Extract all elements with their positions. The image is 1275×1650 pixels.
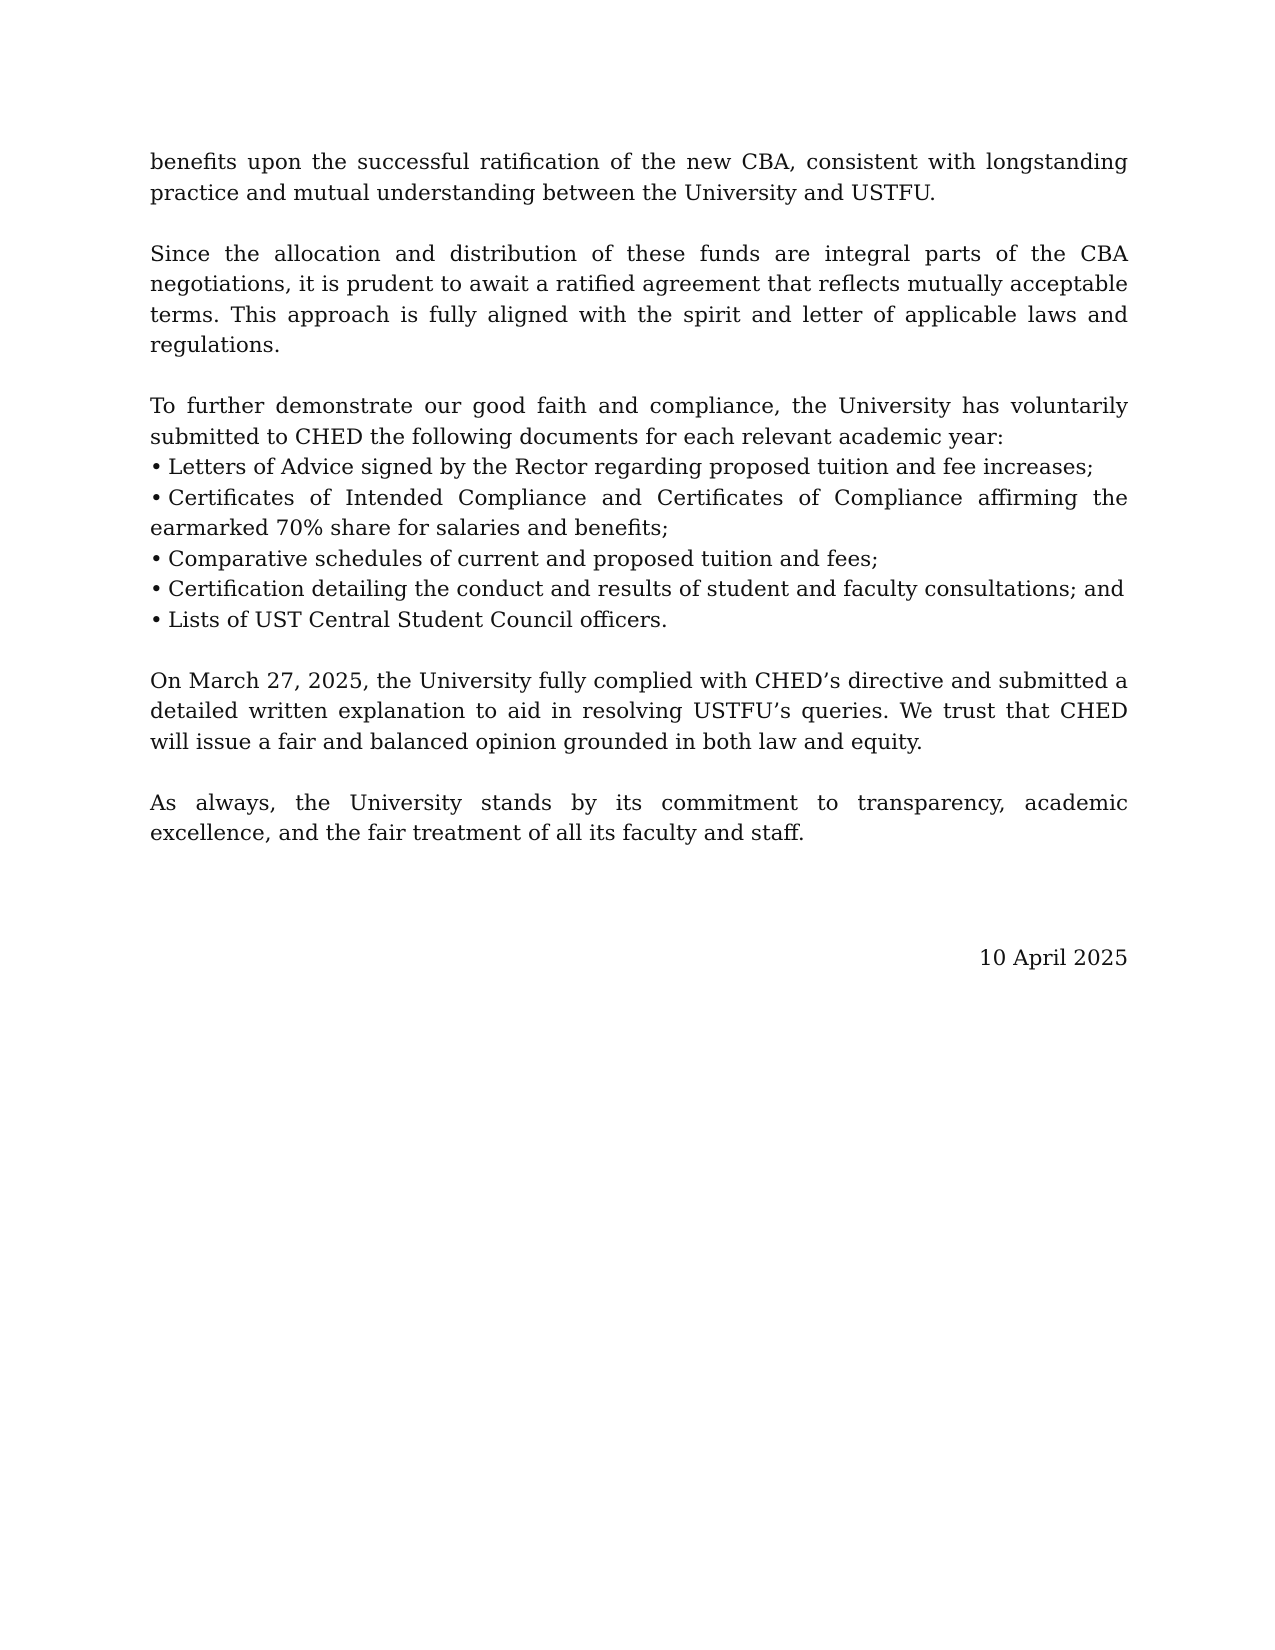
paragraph-compliance: On March 27, 2025, the University fully complied with CHED’s directive and submitted a detailed written explanation to aid in resolving USTFU’s queries. We trust that CHED will issue a fair and balanced opinion grounded in both law and equity. [150, 668, 1128, 755]
bullet-symbol: • [150, 607, 163, 633]
list-item [150, 453, 1128, 484]
document-body [150, 148, 1128, 880]
list-item [150, 484, 1128, 545]
paragraph-commitment: As always, the University stands by its commitment to transparency, academic excellence, and the fair treatment of all its faculty and staff. [150, 790, 1128, 846]
list-item [150, 575, 1128, 606]
paragraph-allocation: Since the allocation and distribution of these funds are integral parts of the CBA negotiations, it is prudent to await a ratified agreement that reflects mutually acceptable terms. This approach is fully aligned with the spirit and letter of applicable laws and regulations. [150, 241, 1128, 358]
paragraph-good-faith: To further demonstrate our good faith and compliance, the University has voluntarily submitted to CHED the following documents for each relevant academic year: [150, 394, 1128, 450]
bullet-symbol: • [150, 546, 163, 572]
list-item [150, 606, 1128, 637]
document-date: 10 April 2025 [978, 946, 1128, 971]
bullet-symbol: • [150, 577, 163, 602]
bullet-symbol: • [150, 455, 163, 480]
submitted-documents-list [150, 453, 1128, 636]
list-item-text: Certification detailing the conduct and results of student and faculty consultations; and [168, 577, 1125, 602]
list-item-text: Comparative schedules of current and proposed tuition and fees; [168, 546, 879, 572]
list-item-text: Certificates of Intended Compliance and Certificates of Compliance affirming the earmarked 70% share for salaries and benefits; [150, 485, 1128, 541]
paragraph-benefits: benefits upon the successful ratification of the new CBA, consistent with longstanding practice and mutual understanding between the University and USTFU. [150, 150, 1128, 206]
bullet-symbol: • [150, 485, 163, 511]
list-item-text: Lists of UST Central Student Council officers. [168, 607, 668, 633]
list-item-text: Letters of Advice signed by the Rector regarding proposed tuition and fee increases; [168, 455, 1094, 480]
list-item [150, 545, 1128, 576]
